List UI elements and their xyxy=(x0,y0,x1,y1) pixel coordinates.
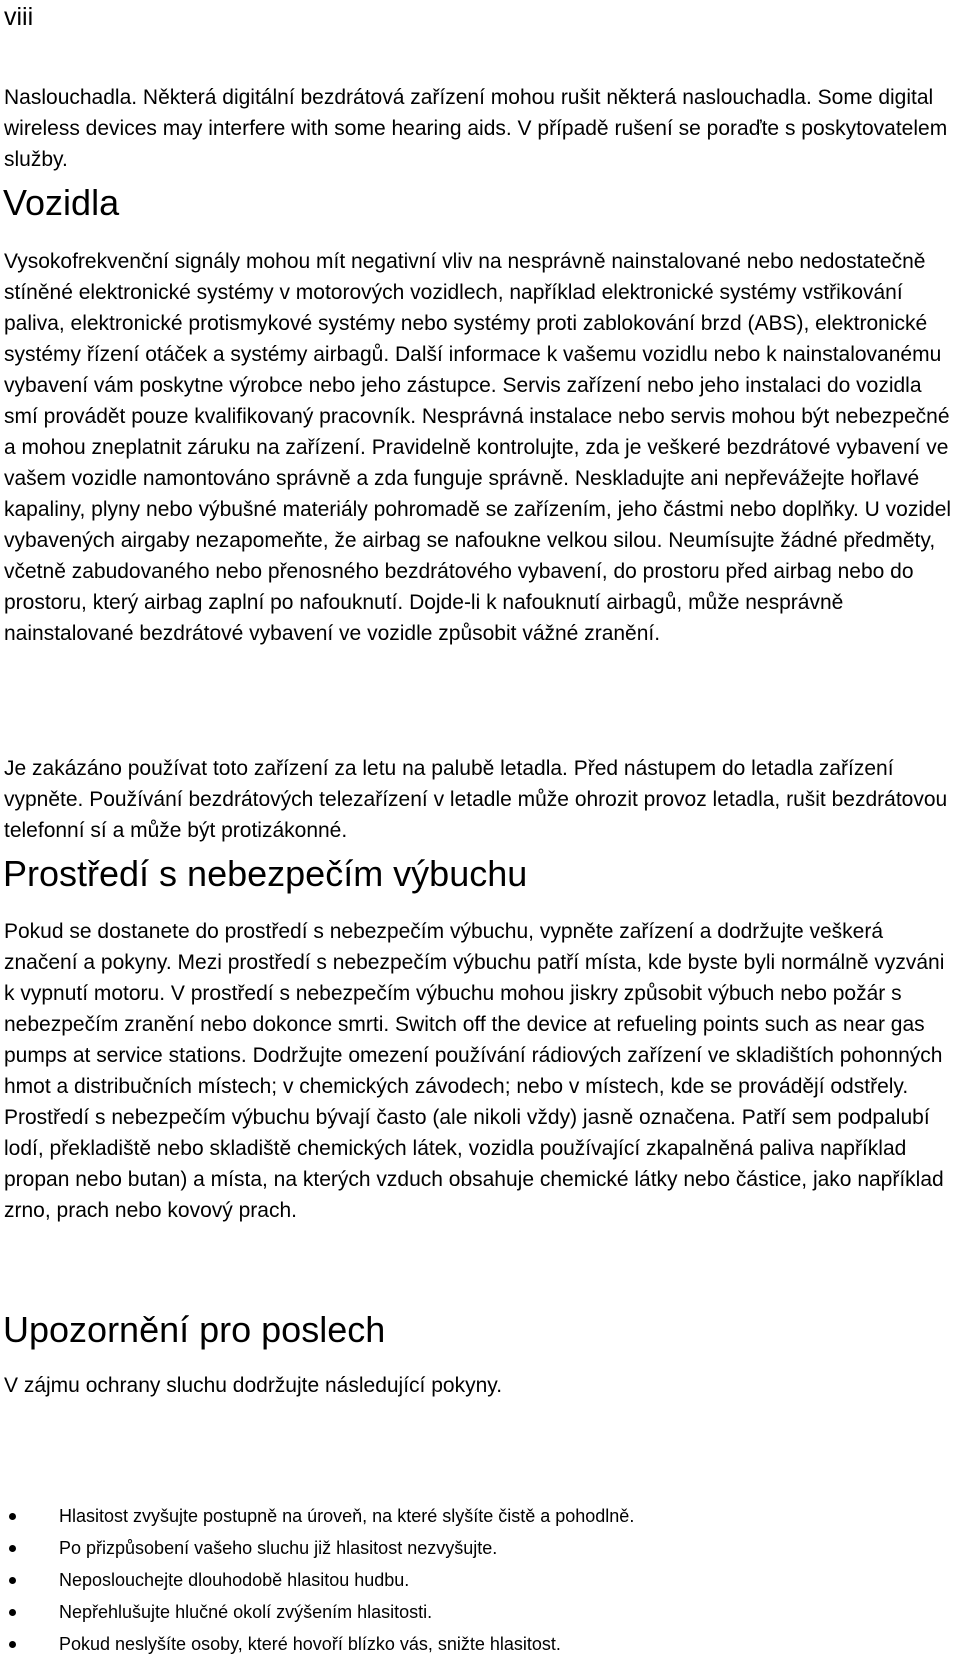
list-item xyxy=(0,1633,960,1665)
heading-listening-warning: Upozornění pro poslech xyxy=(3,1309,386,1350)
list-item xyxy=(0,1537,960,1569)
list-item-text: Hlasitost zvyšujte postupně na úroveň, na které slyšíte čistě a pohodlně. xyxy=(59,1506,635,1526)
bullet-icon xyxy=(9,1577,16,1584)
explosive-atmosphere-paragraph: Pokud se dostanete do prostředí s nebezpečím výbuchu, vypněte zařízení a dodržujte veškerá značení a pokyny. Mezi prostředí s nebezpečím výbuchu patří místa, kde byste byli normálně vyzváni k vypnutí motoru. V prostředí s nebezpečím výbuchu mohou jiskry způsobit výbuch nebo požár s nebezpečím zranění nebo dokonce smrti. Switch off the device at refueling points such as near gas pumps at service stations. Dodržujte omezení používání rádiových zařízení ve skladištích pohonných hmot a distribučních místech; v chemických závodech; nebo v místech, kde se provádějí odstřely. Prostředí s nebezpečím výbuchu bývají často (ale nikoli vždy) jasně označena. Patří sem podpalubí lodí, překladiště nebo skladiště chemických látek, vozidla používající zkapalněná paliva například propan nebo butan) a místa, na kterých vzduch obsahuje chemické látky nebo částice, jako například zrno, prach nebo kovový prach. xyxy=(4,920,945,1222)
list-item xyxy=(0,1569,960,1601)
vehicles-paragraph: Vysokofrekvenční signály mohou mít negativní vliv na nesprávně nainstalované nebo nedostatečně stíněné elektronické systémy v motorových vozidlech, například elektronické systémy vstřikování paliva, elektronické protismykové systémy nebo systémy proti zablokování brzd (ABS), elektronické systémy řízení otáček a systémy airbagů. Další informace k vašemu vozidlu nebo k nainstalovanému vybavení vám poskytne výrobce nebo jeho zástupce. Servis zařízení nebo jeho instalaci do vozidla smí provádět pouze kvalifikovaný pracovník. Nesprávná instalace nebo servis mohou být nebezpečné a mohou zneplatnit záruku na zařízení. Pravidelně kontrolujte, zda je veškeré bezdrátové vybavení ve vašem vozidle namontováno správně a zda funguje správně. Neskladujte ani nepřevážejte hořlavé kapaliny, plyny nebo výbušné materiály pohromadě se zařízením, jeho částmi nebo doplňky. U vozidel vybavených airgaby nezapomeňte, že airbag se nafoukne velkou silou. Neumísujte žádné předměty, včetně zabudovaného nebo přenosného bezdrátového vybavení, do prostoru před airbag nebo do prostoru, který airbag zaplní po nafouknutí. Dojde-li k nafouknutí airbagů, může nesprávně nainstalované bezdrátové vybavení ve vozidle způsobit vážné zranění. xyxy=(4,250,952,645)
bullet-icon xyxy=(9,1513,16,1520)
bullet-icon xyxy=(9,1609,16,1616)
aircraft-paragraph: Je zakázáno používat toto zařízení za letu na palubě letadla. Před nástupem do letadla zařízení vypněte. Používání bezdrátových telezařízení v letadle může ohrozit provoz letadla, rušit bezdrátovou telefonní sí a může být protizákonné. xyxy=(4,757,948,842)
list-item xyxy=(0,1505,960,1537)
list-item-text: Po přizpůsobení vašeho sluchu již hlasitost nezvyšujte. xyxy=(59,1538,498,1558)
list-item-text: Nepřehlušujte hlučné okolí zvýšením hlasitosti. xyxy=(59,1602,433,1622)
list-item xyxy=(0,1601,960,1633)
listening-tips-list xyxy=(0,1505,960,1665)
heading-explosive-atmosphere: Prostředí s nebezpečím výbuchu xyxy=(3,853,528,894)
list-item-text: Pokud neslyšíte osoby, které hovoří blízko vás, snižte hlasitost. xyxy=(59,1634,561,1654)
listening-intro-paragraph: V zájmu ochrany sluchu dodržujte následující pokyny. xyxy=(4,1374,503,1397)
bullet-icon xyxy=(9,1545,16,1552)
heading-vehicles: Vozidla xyxy=(3,182,120,223)
bullet-icon xyxy=(9,1641,16,1648)
hearing-aids-paragraph: Naslouchadla. Některá digitální bezdrátová zařízení mohou rušit některá naslouchadla. Some digital wireless devices may interfere with some hearing aids. V případě rušení se poraďte s poskytovatelem služby. xyxy=(4,86,948,171)
page-number: viii xyxy=(4,3,34,31)
list-item-text: Neposlouchejte dlouhodobě hlasitou hudbu. xyxy=(59,1570,410,1590)
